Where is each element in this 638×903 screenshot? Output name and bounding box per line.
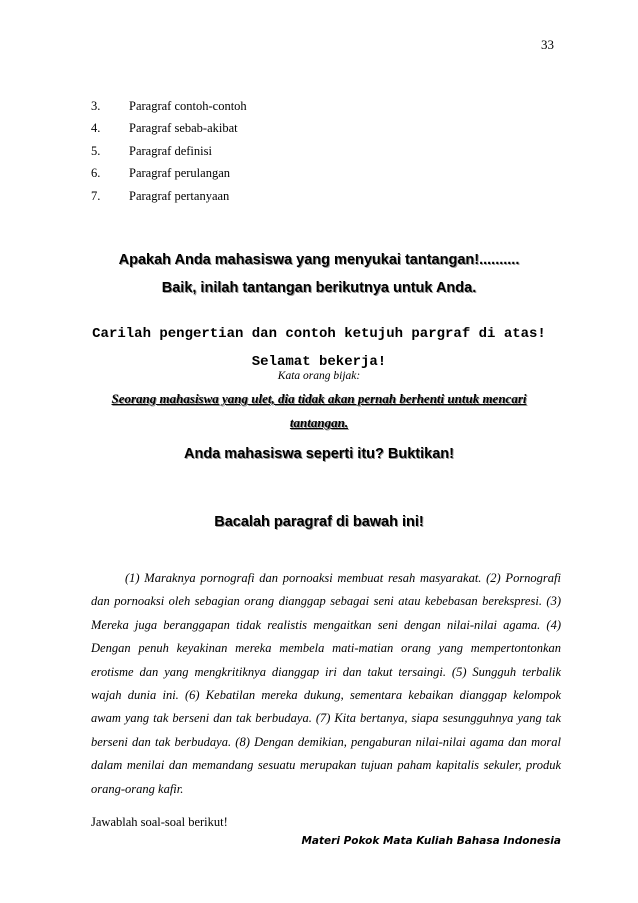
list-label: Paragraf definisi xyxy=(129,143,212,158)
list-label: Paragraf sebab-akibat xyxy=(129,121,238,136)
reading-paragraph-text: (1) Maraknya pornografi dan pornoaksi membuat resah masyarakat. (2) Pornografi dan pornoaksi oleh sebagian orang dianggap sebagai seni atau kebebasan berekspresi. (3) Mereka juga beranggapan tidak realistis mengaitkan seni dengan nilai-nilai agama. (4) Dengan penuh keyakinan mereka membela mati-matian orang yang mempertontonkan erotisme dan yang mengkritiknya dianggap iri dan takut tersaingi. (5) Sungguh terbalik wajah dunia ini. (6) Kebatilan mereka dukung, sementara kebaikan dianggap kelompok awam yang tak berseni dan tak berbudaya. (7) Kita bertanya, siapa sesungguhnya yang tak berseni dan tak berbudaya. (8) Dengan demikian, pengaburan nilai-nilai agama dan moral dalam menilai dan memandang sesuatu merupakan tujuan paham kapitalis sekuler, produk orang-orang kafir. xyxy=(91,571,561,796)
list-number: 7. xyxy=(91,188,101,203)
challenge-question: Apakah Anda mahasiswa yang menyukai tantangan!.......... xyxy=(118,252,520,268)
instruction-closing: Selamat bekerja! xyxy=(251,354,387,370)
prove-prompt: Anda mahasiswa seperti itu? Buktikan! xyxy=(184,446,454,462)
wise-saying-quote: Seorang mahasiswa yang ulet, dia tidak akan pernah berhenti untuk mencari xyxy=(111,391,527,406)
questions-prompt: Jawablah soal-soal berikut! xyxy=(91,815,228,829)
list-number: 4. xyxy=(91,121,101,136)
list-label: Paragraf perulangan xyxy=(129,166,230,181)
list-number: 3. xyxy=(91,98,101,113)
reading-paragraph xyxy=(91,567,561,801)
wise-saying-label: Kata orang bijak: xyxy=(277,370,361,382)
list-item xyxy=(91,185,247,208)
list-number: 6. xyxy=(91,166,101,181)
paragraph-type-list xyxy=(91,95,247,208)
page-footer: Materi Pokok Mata Kuliah Bahasa Indonesia xyxy=(301,835,561,847)
list-item xyxy=(91,140,247,163)
reading-heading: Bacalah paragraf di bawah ini! xyxy=(214,514,424,530)
list-label: Paragraf contoh-contoh xyxy=(129,98,247,113)
list-item xyxy=(91,163,247,186)
challenge-intro: Baik, inilah tantangan berikutnya untuk Anda. xyxy=(161,280,477,296)
instruction-text: Carilah pengertian dan contoh ketujuh pargraf di atas! xyxy=(92,326,546,342)
page-number: 33 xyxy=(541,37,554,52)
wise-saying-quote-end: tantangan. xyxy=(289,415,349,430)
list-item xyxy=(91,95,247,118)
list-item xyxy=(91,118,247,141)
list-number: 5. xyxy=(91,143,101,158)
list-label: Paragraf pertanyaan xyxy=(129,188,230,203)
